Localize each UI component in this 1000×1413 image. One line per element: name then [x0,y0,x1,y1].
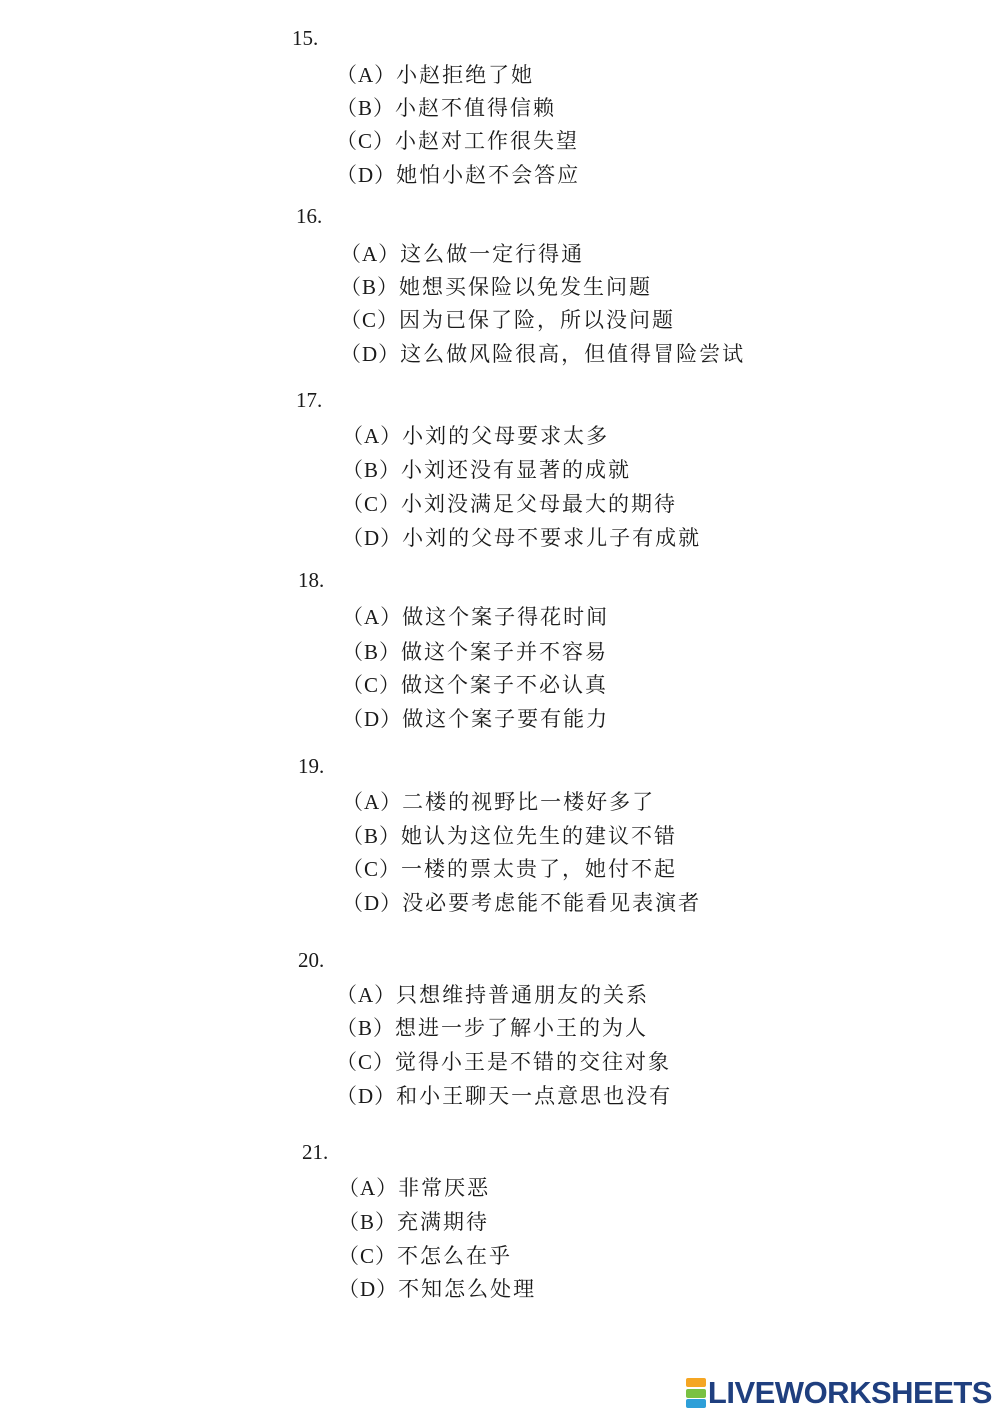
option-label: （B） [342,824,402,848]
option-c[interactable] [338,1240,512,1270]
liveworksheets-logo [686,1376,992,1410]
option-c[interactable] [342,853,677,883]
option-label: （A） [342,605,403,629]
option-label: （B） [336,96,396,120]
option-text: 小刘的父母要求太多 [402,424,610,448]
question-number: 20. [298,948,325,972]
option-text: 充满期待 [397,1210,490,1234]
logo-icon [686,1378,706,1408]
option-a[interactable] [336,979,649,1009]
option-label: （A） [336,63,397,87]
option-label: （D） [342,891,403,915]
option-text: 想进一步了解小王的为人 [395,1016,649,1040]
option-label: （D） [340,342,401,366]
option-text: 小赵拒绝了她 [396,63,535,87]
option-d[interactable] [342,703,609,733]
option-label: （D） [342,707,403,731]
option-label: （B） [342,458,402,482]
option-text: 只想维持普通朋友的关系 [396,983,650,1007]
option-label: （C） [342,857,402,881]
option-label: （C） [338,1244,398,1268]
option-d[interactable] [342,522,701,552]
option-c[interactable] [342,669,608,699]
option-c[interactable] [340,304,675,334]
option-text: 小刘还没有显著的成就 [401,458,632,482]
option-text: 她怕小赵不会答应 [396,163,581,187]
option-text: 小刘的父母不要求儿子有成就 [402,526,702,550]
option-b[interactable] [336,92,556,122]
option-label: （C） [342,492,402,516]
option-text: 她认为这位先生的建议不错 [401,824,678,848]
option-b[interactable] [342,454,631,484]
option-a[interactable] [340,238,584,268]
option-text: 没必要考虑能不能看见表演者 [402,891,702,915]
option-text: 小刘没满足父母最大的期待 [401,492,678,516]
option-label: （A） [338,1176,399,1200]
option-d[interactable] [338,1273,536,1303]
option-label: （D） [336,1084,397,1108]
option-text: 一楼的票太贵了，她付不起 [401,857,678,881]
question-number: 15. [292,26,319,50]
option-label: （C） [340,308,400,332]
option-b[interactable] [342,636,608,666]
option-text: 小赵对工作很失望 [395,129,580,153]
question-number: 19. [298,754,325,778]
logo-text: LIVEWORKSHEETS [707,1375,992,1410]
option-text: 二楼的视野比一楼好多了 [402,790,656,814]
question-number: 16. [296,204,323,228]
option-a[interactable] [342,786,655,816]
option-b[interactable] [338,1206,489,1236]
option-label: （C） [336,129,396,153]
option-text: 做这个案子不必认真 [401,673,609,697]
option-text: 不知怎么处理 [398,1277,537,1301]
option-text: 她想买保险以免发生问题 [399,275,653,299]
question-number: 21. [302,1140,329,1164]
option-label: （D） [342,526,403,550]
option-a[interactable] [338,1172,490,1202]
option-label: （B） [338,1210,398,1234]
option-text: 觉得小王是不错的交往对象 [395,1050,672,1074]
option-label: （A） [342,790,403,814]
option-text: 非常厌恶 [398,1176,491,1200]
option-text: 不怎么在乎 [397,1244,513,1268]
option-b[interactable] [340,271,652,301]
option-b[interactable] [342,820,677,850]
option-d[interactable] [342,887,701,917]
option-label: （C） [336,1050,396,1074]
option-c[interactable] [336,125,579,155]
option-label: （C） [342,673,402,697]
option-text: 和小王聊天一点意思也没有 [396,1084,673,1108]
option-a[interactable] [336,59,534,89]
option-label: （A） [342,424,403,448]
option-c[interactable] [336,1046,671,1076]
option-text: 因为已保了险，所以没问题 [399,308,676,332]
option-text: 做这个案子要有能力 [402,707,610,731]
option-label: （D） [338,1277,399,1301]
question-number: 17. [296,388,323,412]
option-label: （A） [336,983,397,1007]
option-label: （B） [342,640,402,664]
option-label: （D） [336,163,397,187]
option-text: 小赵不值得信赖 [395,96,557,120]
option-text: 做这个案子并不容易 [401,640,609,664]
option-d[interactable] [340,338,745,368]
option-d[interactable] [336,1080,672,1110]
question-number: 18. [298,568,325,592]
option-a[interactable] [342,420,609,450]
option-text: 做这个案子得花时间 [402,605,610,629]
option-c[interactable] [342,488,677,518]
option-a[interactable] [342,601,609,631]
option-text: 这么做风险很高，但值得冒险尝试 [400,342,746,366]
option-label: （A） [340,242,401,266]
option-text: 这么做一定行得通 [400,242,585,266]
option-label: （B） [340,275,400,299]
option-label: （B） [336,1016,396,1040]
option-d[interactable] [336,159,580,189]
option-b[interactable] [336,1012,648,1042]
